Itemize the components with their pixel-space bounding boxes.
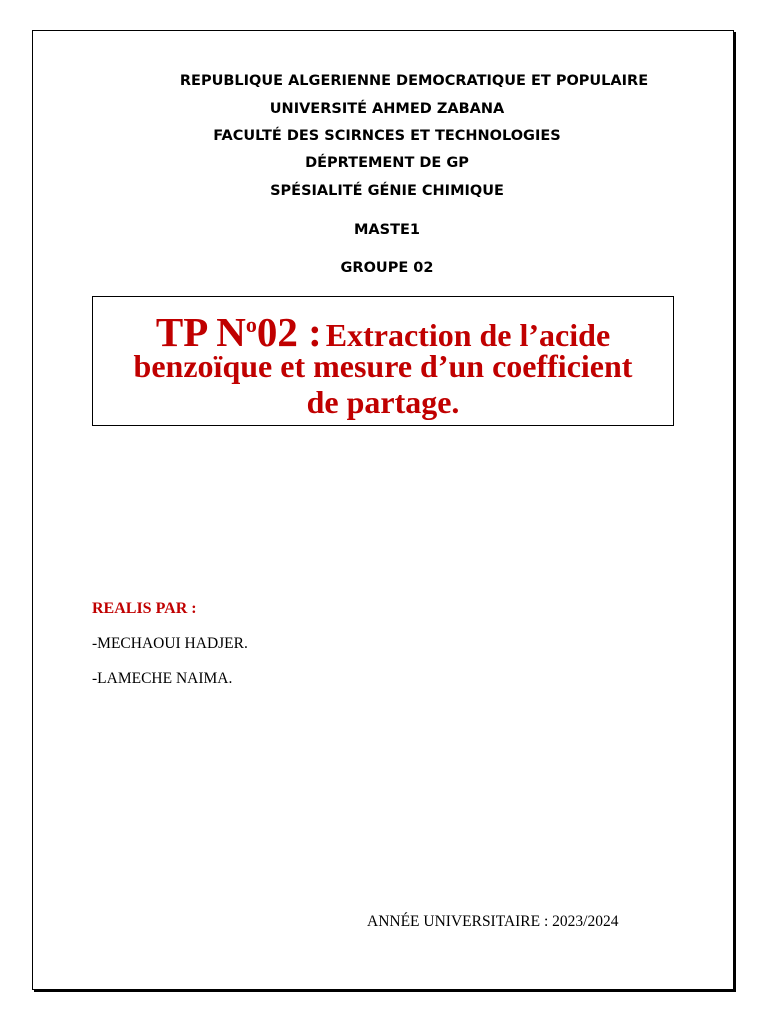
author-name: -LAMECHE NAIMA. — [92, 670, 233, 687]
title-subject-part2: benzoïque et mesure d’un coefficient — [133, 348, 633, 384]
title-subject-part1: Extraction de l’acide — [325, 317, 611, 353]
tp-prefix: TP N — [155, 309, 246, 355]
header-department: DÉPRTEMENT DE GP — [305, 155, 469, 171]
title-box — [92, 296, 674, 426]
group-label: GROUPE 02 — [340, 260, 434, 276]
level-label: MASTE1 — [354, 222, 420, 238]
header-university: UNIVERSITÉ AHMED ZABANA — [269, 101, 505, 117]
header-republic: REPUBLIQUE ALGERIENNE DEMOCRATIQUE ET POPULAIRE — [179, 73, 649, 89]
page-border — [32, 30, 734, 990]
authors-label: REALIS PAR : — [92, 600, 197, 617]
tp-number: 02 : — [256, 309, 322, 355]
academic-year: ANNÉE UNIVERSITAIRE : 2023/2024 — [367, 913, 619, 930]
tp-superscript: o — [245, 312, 257, 337]
header-specialty: SPÉSIALITÉ GÉNIE CHIMIQUE — [270, 183, 504, 199]
title-subject-part3: de partage. — [306, 384, 460, 420]
author-name: -MECHAOUI HADJER. — [92, 635, 248, 652]
header-faculty: FACULTÉ DES SCIRNCES ET TECHNOLOGIES — [213, 128, 561, 144]
